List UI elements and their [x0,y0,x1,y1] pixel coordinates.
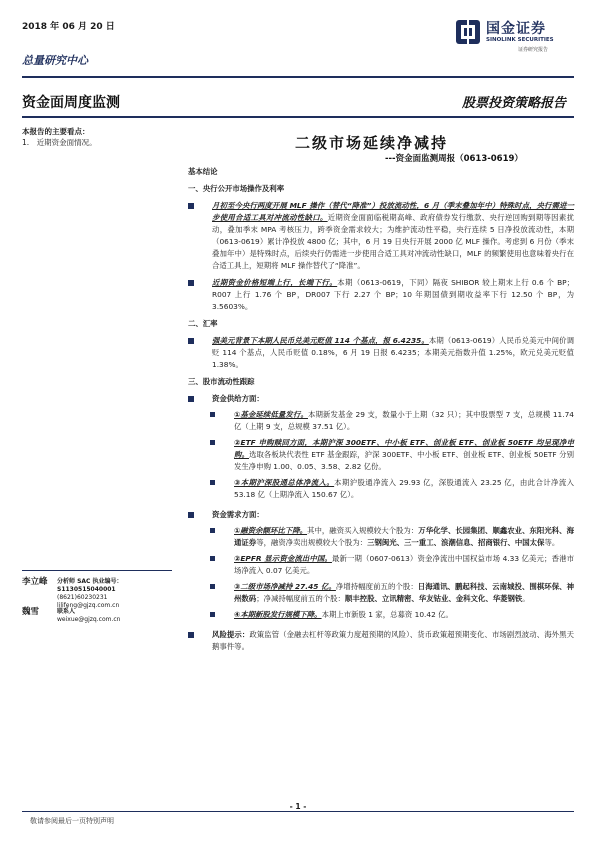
supply-connect: ③本期沪深股通总体净流入。本期沪股通净流入 29.93 亿，深股通流入 23.25 亿，由此合计净流入 53.18 亿（上期净流入 150.67 亿）。 [206,477,574,501]
report-series-title: 资金面周度监测 [22,95,120,111]
analyst-divider [22,570,172,571]
section-heading-1: 一、央行公开市场操作及利率 [188,184,285,193]
demand-heading: 资金需求方面： [188,509,574,521]
logo-text-en: SINOLINK SECURITIES [486,37,554,43]
demand-epfr: ②EPFR 显示资金流出中国。最新一期（0607-0613）资金净流出中国权益市场 4.33 亿美元；香港市场净流入 0.07 亿美元。 [206,553,574,577]
risk-warning: 风险提示：政策监管（金融去杠杆等政策力度超预期的风险）、货币政策超预期变化、市场剧烈波动、海外黑天鹅事件等。 [188,629,574,653]
report-type: 股票投资策略报告 [461,96,566,111]
analyst-sac: 分析师 SAC 执业编号：S1130515040001 [57,578,123,593]
contact-name: 魏雪 [22,607,40,617]
bullet-mlf: 月初至今央行两度开展 MLF 操作（替代“降准”）投放流动性，6 月（季末叠加年中）特殊时点，央行需进一步使用合适工具对冲流动性缺口。近期资金面面临税期高峰、政府债券发行缴款、央行逆回购到期等因素扰动，叠加季末 MPA 考核压力，跨季资金需求较大；为维护流动性平稳，央行连续 5 日净投放流动性，本期（0613-0619）累计净投放 4800 亿；其中，6 月 19 日央行开展 2000 亿 MLF 操作。考虑到 6 月份（季末叠加年中）是特殊时点，后续央行仍需进一步使用合适工具对冲流动性缺口，MLF 的频繁使用也意味着央行在合适工具上，短期将 MLF 操作替代了“降准”。 [188,200,574,272]
bullet-rates: 近期资金价格短端上行，长端下行。本期（0613-0619，下同）隔夜 SHIBOR 较上期末上行 0.6 个 BP；R007 上行 1.76 个 BP，DR007 下行 2.27 个 BP；10 年期国债到期收益率下行 12.50 个 BP，为 3.5603%。 [188,277,574,313]
analyst-email[interactable]: lilifeng@gjzq.com.cn [57,602,120,609]
demand-ipo: ④本期新股发行规模下降。本期上市新股 1 家，总募资 10.42 亿。 [206,609,574,621]
demand-margin: ①融资余额环比下降。其中，融资买入规模较大个股为：万华化学、长园集团、顺鑫农业、东阳光科、海通证券等，融资净卖出规模较大个股为：三钢闽光、三一重工、浪潮信息、招商银行、中国太保等。 [206,525,574,549]
contact-role: 联系人 [57,608,76,615]
logo-mark-icon [454,18,482,46]
company-logo [454,16,574,52]
section-base-conclusion: 基本结论 [188,167,218,176]
key-points-panel [22,126,152,148]
footer-rule [22,811,574,812]
header-rule-bottom [22,116,574,118]
contact-email[interactable]: weixue@gjzq.com.cn [57,616,121,623]
page-number: - 1 - [289,802,307,811]
demand-secondary: ③二级市场净减持 27.45 亿。净增持幅度前五的个股：日海通讯、鹏起科技、云南城投、围棋环保、神州数码；净减持幅度前五的个股：顺丰控股、立讯精密、华友钴业、金科文化、华菱钢铁。 [206,581,574,605]
footer-disclaimer[interactable]: 敬请参阅最后一页特别声明 [30,817,114,825]
key-point-item: 1. 近期资金面情况。 [22,138,97,147]
report-date: 2018 年 06 月 20 日 [22,22,115,32]
section-heading-3: 三、股市流动性跟踪 [188,377,255,386]
logo-subtitle: 证券研究报告 [518,47,549,53]
supply-funds: ①基金延续低量发行。本期新发基金 29 支，数量小于上期（32 只）；其中股票型 7 支，总规模 11.74 亿（上期 9 支，总规模 37.51 亿）。 [206,409,574,433]
section-heading-2: 二、汇率 [188,319,218,328]
department-name: 总量研究中心 [22,54,88,67]
header-rule-top [22,76,574,78]
main-subtitle: ---资金面监测周报（0613-0619） [385,154,523,164]
bullet-fx: 强美元背景下本期人民币兑美元贬值 114 个基点，报 6.4235。本期（0613-0619）人民币兑美元中间价调贬 114 个基点，人民币贬值 0.18%，6 月 19 日报 6.4235；本期美元指数升值 1.25%，欧元兑美元贬值 1.38%。 [188,335,574,371]
analyst-card [22,578,172,608]
supply-heading: 资金供给方面： [188,393,574,405]
contact-card [22,608,172,628]
supply-etf: ②ETF 申购赎回方面，本期沪深 300ETF、中小板 ETF、创业板 ETF、创业板 50ETF 均呈现净申购。选取各板块代表性 ETF 基金跟踪，沪深 300ETF、中小板 ETF、创业板 ETF、创业板 50ETF 分别发生净申购 1.00、0.05、3.58、2.82 亿份。 [206,437,574,473]
logo-text-cn: 国金证券 [486,21,546,37]
analyst-name: 李立峰 [22,577,48,587]
analyst-phone: (8621)60230231 [57,594,108,601]
main-title: 二级市场延续净减持 [295,134,449,152]
report-body [188,166,574,653]
key-points-heading: 本报告的主要看点： [22,127,90,136]
